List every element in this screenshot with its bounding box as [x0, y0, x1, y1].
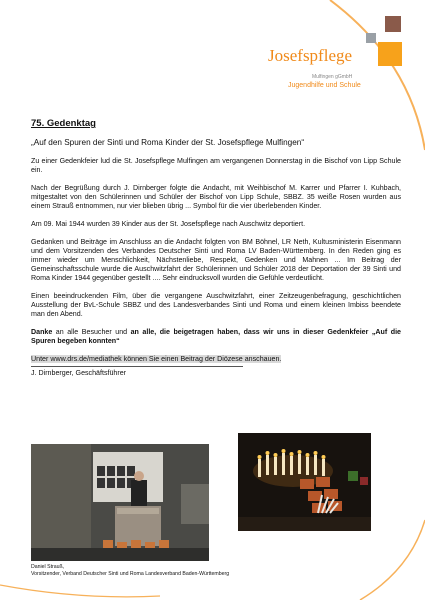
- logo-location: Mulfingen gGmbH: [312, 74, 353, 80]
- article-subtitle: „Auf den Spuren der Sinti und Roma Kinder der St. Josefspflege Mulfingen“: [31, 138, 305, 147]
- photo-caption: [31, 564, 229, 577]
- paragraph-deportation: Am 09. Mai 1944 wurden 39 Kinder aus der St. Josefspflege nach Auschwitz deportiert.: [31, 220, 306, 228]
- paragraph-ceremony: Nach der Begrüßung durch J. Dirnberger folgte die Andacht, mit Weihbischof M. Karrer und Pfarrer I. Kuhbach, mitgestaltet von den Schülerinnen und Schüler der Bischof von Lipp Schule, SBBZ. 35 weiße Rosen wurden aus einem Strauß entnommen, nur vier blieben übrig ... Symbol für die vier überlebenden Kinder.: [31, 184, 401, 210]
- article-heading: 75. Gedenktag: [31, 118, 96, 129]
- article-body: [31, 119, 401, 378]
- josefspflege-logo: [268, 46, 378, 104]
- paragraph-intro: Zu einer Gedenkfeier lud die St. Josefspflege Mulfingen am vergangenen Donnerstag in die Bischof von Lipp Schule ein.: [31, 157, 401, 174]
- logo-name: Josefspflege: [268, 46, 353, 65]
- thanks-mid: an alle Besucher und: [52, 328, 131, 336]
- caption-role: Vorsitzender, Verband Deutscher Sinti und Roma Landesverband Baden-Württemberg: [31, 570, 230, 577]
- paragraph-speeches: Gedanken und Beiträge im Anschluss an die Andacht folgten von BM Böhnel, LR Neth, Kultusministerin Eisenmann und dem Vorsitzenden des Verbandes Deutscher Sinti und Roma LV Baden-Württemberg. In den Reden ging es immer wieder um Menschlichkeit, Nächstenliebe, Respekt, Gedenken und Mahnen ... Im Beitrag der Gemeinschaftsschule wurde die Auschwitzfahrt der Schülerinnen und Schüler 2018 der Deportation der 39 Sinti und Roma Kinder 1944 gegenüber gestellt .... Sehr eindrucksvoll wurden die Gefühle verdeutlicht.: [31, 238, 401, 282]
- logo-square-orange: [378, 42, 402, 66]
- thanks-word: Danke: [31, 328, 53, 336]
- signature: J. Dirnberger, Geschäftsführer: [31, 369, 127, 377]
- caption-name: Daniel Strauß,: [31, 564, 65, 570]
- paragraph-thanks: [31, 328, 401, 346]
- photo-speaker: [31, 444, 209, 561]
- mediathek-link-text[interactable]: Unter www.drs.de/mediathek können Sie einen Beitrag der Diözese anschauen.: [31, 355, 282, 363]
- logo-square-brown: [385, 16, 401, 32]
- mediathek-line: [31, 355, 401, 364]
- thanks-rest: an alle, die beigetragen haben, dass wir uns in dieser Gedenkfeier „Auf die Spuren begeben konnten“: [31, 328, 402, 345]
- paragraph-film: Einen beeindruckenden Film, über die vergangene Auschwitzfahrt, einer Zeitzeugenbefragung, geschichtlichen Ausstellung der BvL-Schule SBBZ und des Landesverbandes Sinti und Roma und einem kleinen Imbiss beendete man den Abend.: [31, 292, 401, 318]
- photo-candles: [238, 433, 371, 531]
- logo-tagline: Jugendhilfe und Schule: [288, 82, 361, 89]
- logo-square-gray: [366, 33, 376, 43]
- divider-line: [31, 366, 243, 367]
